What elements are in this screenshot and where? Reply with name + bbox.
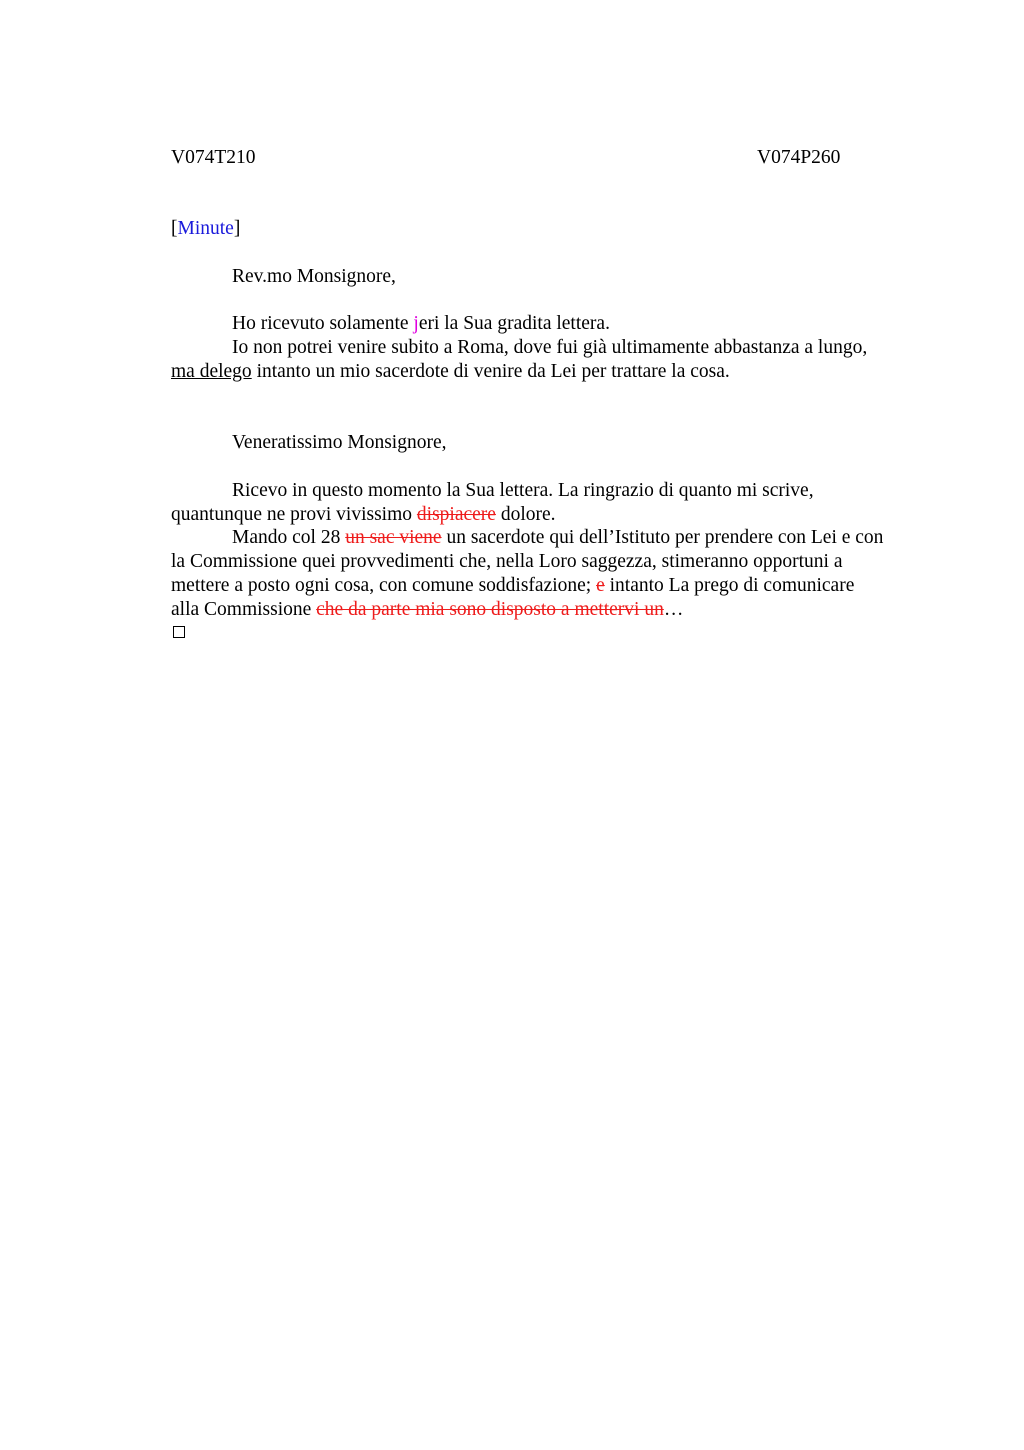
letter2-paragraph2-line1 — [232, 526, 883, 550]
letter1-paragraph2-line1: Io non potrei venire subito a Roma, dove fui già ultimamente abbastanza a lungo, — [232, 337, 868, 358]
text-segment: Ho ricevuto solamente — [232, 313, 414, 334]
letter2-paragraph2-line2: la Commissione quei provvedimenti che, nella Loro saggezza, stimeranno opportuni a — [171, 551, 843, 572]
underlined-text: ma delego — [171, 361, 252, 382]
letter2-paragraph1-line2 — [171, 503, 556, 527]
text-segment: mettere a posto ogni cosa, con comune soddisfazione; — [171, 575, 597, 596]
close-bracket: ] — [233, 218, 241, 239]
letter1-salutation: Rev.mo Monsignore, — [232, 266, 396, 287]
letter2-salutation: Veneratissimo Monsignore, — [232, 432, 447, 453]
document-code-left: V074T210 — [171, 147, 256, 168]
letter2-paragraph2-line3 — [171, 574, 854, 598]
text-segment: Mando col 28 — [232, 527, 346, 548]
text-segment: intanto un mio sacerdote di venire da Lei per trattare la cosa. — [251, 361, 730, 382]
deleted-text: e — [596, 575, 605, 596]
minute-label: Minute — [177, 218, 234, 239]
document-code-right: V074P260 — [757, 147, 841, 168]
deleted-text: dispiacere — [416, 504, 496, 525]
text-segment: un sacerdote qui dell’Istituto per prendere con Lei e con — [441, 527, 884, 548]
deleted-text: un sac viene — [345, 527, 442, 548]
text-segment: alla Commissione — [171, 599, 317, 620]
text-segment: quantunque ne provi vivissimo — [171, 504, 417, 525]
end-square-icon — [173, 626, 185, 638]
text-segment: dolore. — [495, 504, 556, 525]
inserted-letter: j — [413, 313, 419, 334]
text-segment: intanto La prego di comunicare — [604, 575, 855, 596]
letter2-paragraph2-line4 — [171, 598, 683, 622]
section-label — [171, 217, 240, 241]
letter1-paragraph1 — [232, 312, 610, 336]
ellipsis: … — [663, 599, 684, 620]
letter2-paragraph1-line1: Ricevo in questo momento la Sua lettera. La ringrazio di quanto mi scrive, — [232, 480, 814, 501]
letter1-paragraph2-line2 — [171, 360, 730, 384]
deleted-text: che da parte mia sono disposto a mettervi un — [316, 599, 664, 620]
open-bracket: [ — [171, 218, 178, 239]
text-segment: eri la Sua gradita lettera. — [418, 313, 610, 334]
